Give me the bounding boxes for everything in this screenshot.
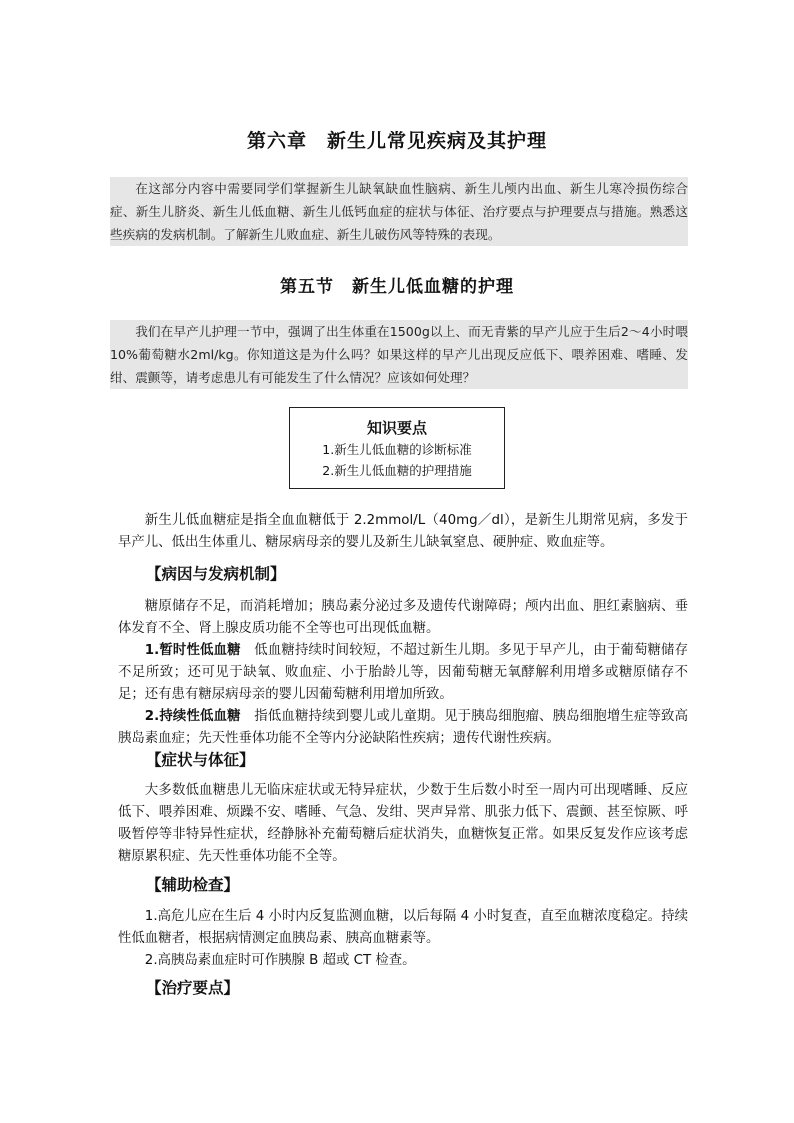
chapter-title: 第六章 新生儿常见疾病及其护理: [246, 130, 547, 152]
transient-hypoglycemia-text: 低血糖持续时间较短，不超过新生儿期。多见于早产儿，由于葡萄糖储存不足所致；还可见于缺氧、败血症、小于胎龄儿等，因葡萄糖无氧酵解利用增多或糖原储存不足；还有患有糖尿病母亲的婴儿因葡萄糖利用增加所致。: [118, 643, 689, 702]
case-intro-text: 我们在早产儿护理一节中，强调了出生体重在1500g以上、而无青紫的早产儿应于生后2～4小时喂10%葡萄糖水2ml/kg。你知道这是为什么吗？如果这样的早产儿出现反应低下、喂养困难、嗜睡、发绀、震颤等，请考虑患儿有可能发生了什么情况？应该如何处理？: [110, 324, 688, 385]
auxiliary-heading: 【辅助检查】: [146, 876, 240, 894]
definition-paragraph: 新生儿低血糖症是指全血血糖低于 2.2mmol/L（40mg／dl），是新生儿期常见病，多发于早产儿、低出生体重儿、糖尿病母亲的婴儿及新生儿缺氧窒息、硬肿症、败血症等。: [118, 513, 688, 550]
symptoms-block: [118, 780, 688, 868]
persistent-hypoglycemia-text: 指低血糖持续到婴儿或儿童期。见于胰岛细胞瘤、胰岛细胞增生症等致高胰岛素血症；先天性垂体功能不全等内分泌缺陷性疾病；遗传代谢性疾病。: [118, 709, 689, 746]
transient-hypoglycemia-term: 1.暂时性低血糖: [144, 643, 241, 658]
definition-paragraph-block: [118, 510, 688, 554]
etiology-intro: 糖原储存不足，而消耗增加；胰岛素分泌过多及遗传代谢障碍；颅内出血、胆红素脑病、垂体发育不全、肾上腺皮质功能不全等也可出现低血糖。: [118, 599, 688, 636]
knowledge-point-item: 2.新生儿低血糖的护理措施: [322, 463, 472, 478]
auxiliary-block: [118, 906, 688, 972]
etiology-heading: 【病因与发病机制】: [146, 565, 286, 583]
transient-hypoglycemia-paragraph: [118, 640, 688, 706]
treatment-heading: 【治疗要点】: [146, 979, 240, 997]
knowledge-points-title: 知识要点: [366, 419, 427, 437]
chapter-intro-block: [110, 177, 688, 246]
knowledge-points-box: [289, 407, 505, 489]
persistent-hypoglycemia-term: 2.持续性低血糖: [144, 709, 241, 724]
symptoms-paragraph: 大多数低血糖患儿无临床症状或无特异症状，少数于生后数小时至一周内可出现嗜睡、反应低下、喂养困难、烦躁不安、嗜睡、气急、发绀、哭声异常、肌张力低下、震颤、甚至惊厥、呼吸暂停等非特异性症状，经静脉补充葡萄糖后症状消失，血糖恢复正常。如果反复发作应该考虑糖原累积症、先天性垂体功能不全等。: [118, 783, 688, 864]
persistent-hypoglycemia-paragraph: [118, 706, 688, 750]
chapter-intro-text: 在这部分内容中需要同学们掌握新生儿缺氧缺血性脑病、新生儿颅内出血、新生儿寒冷损伤综合症、新生儿脐炎、新生儿低血糖、新生儿低钙血症的症状与体征、治疗要点与护理要点与措施。熟悉这些疾病的发病机制。了解新生儿败血症、新生儿破伤风等特殊的表现。: [110, 181, 688, 242]
knowledge-point-item: 1.新生儿低血糖的诊断标准: [322, 442, 472, 457]
etiology-block: [118, 596, 688, 750]
symptoms-heading: 【症状与体征】: [146, 751, 255, 769]
case-intro-block: [110, 320, 688, 389]
auxiliary-item-1: 1.高危儿应在生后 4 小时内反复监测血糖，以后每隔 4 小时复查，直至血糖浓度稳定。持续性低血糖者，根据病情测定血胰岛素、胰高血糖素等。: [118, 909, 688, 946]
section-title: 第五节 新生儿低血糖的护理: [280, 277, 514, 297]
auxiliary-item-2: 2.高胰岛素血症时可作胰腺 B 超或 CT 检查。: [144, 953, 416, 968]
